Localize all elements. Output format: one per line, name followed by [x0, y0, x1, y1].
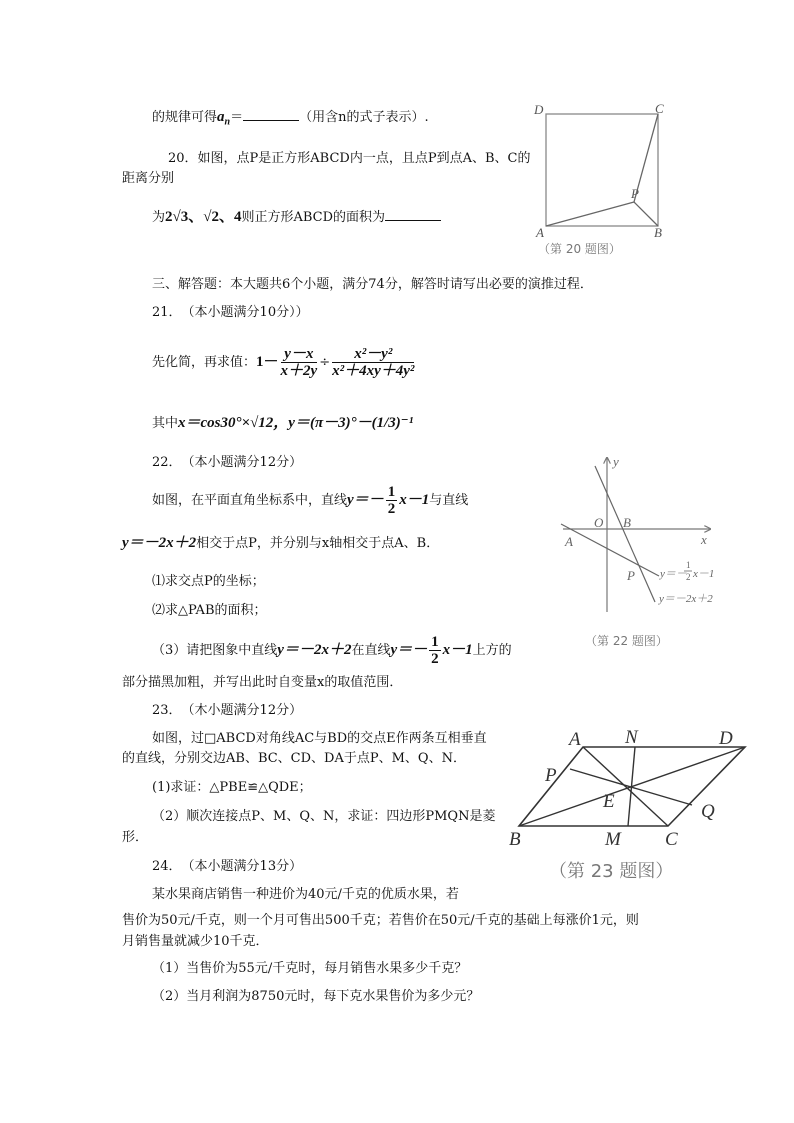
- q22-sub3-prefix: （3）请把图象中直线: [152, 643, 278, 658]
- q23-sub1: (1)求证：△PBE≌△QDE；: [152, 780, 312, 795]
- q22-label-x: x: [701, 532, 707, 547]
- q19-tail-line: [152, 108, 429, 132]
- q22-half-fraction: [386, 484, 398, 517]
- q21-values: x＝cos30°×√12，y＝(π－3)°－(1/3)⁻¹: [178, 415, 414, 431]
- q21-values-line: [152, 414, 413, 433]
- q19-suffix: （用含n的式子表示）.: [299, 110, 429, 125]
- q22-line2: [122, 534, 439, 553]
- q24-sub1: （1）当售价为55元/千克时，每月销售水果多少千克？: [152, 961, 468, 976]
- q20-distances: 2√3、√2、4: [165, 209, 242, 225]
- q22-line1-math-b: x－1: [399, 492, 430, 508]
- q23-sub2-line2: 形．: [122, 830, 149, 845]
- q19-sub: n: [224, 116, 231, 128]
- q20-caption: （第 20 题图）: [538, 242, 621, 256]
- q19-eq: ＝: [230, 110, 244, 125]
- q22-half-numerator: 1: [387, 484, 396, 500]
- q22-label-b: B: [623, 515, 631, 530]
- q24-line3: 月销售量就减少10千克．: [122, 934, 269, 949]
- q23-label-b: B: [509, 829, 521, 850]
- q22-sub3-half-denominator: 2: [431, 651, 439, 667]
- q20-figure: [530, 98, 680, 260]
- q20-line1: 20．如图，点P是正方形ABCD内一点，且点P到点A、B、C的: [168, 151, 531, 166]
- q22-line1: [152, 482, 468, 519]
- q20-label-a: A: [536, 225, 544, 240]
- q21-frac2-denominator: x²＋4xy＋4y²: [332, 363, 415, 379]
- q23-figure: [505, 725, 750, 885]
- q22-caption: （第 22 题图）: [585, 634, 668, 648]
- q23-line1: 如图，过□ABCD对角线AC与BD的交点E作两条互相垂直: [152, 731, 487, 746]
- q22-line1-label-b: x－1: [693, 568, 715, 580]
- q22-sub3: [152, 632, 512, 669]
- q23-label-p: P: [545, 765, 557, 786]
- q21-fraction-2: [332, 346, 414, 379]
- q22-label-p: P: [627, 568, 635, 583]
- q22-line-neg2x: [595, 466, 655, 602]
- q22-sub3-line2: 部分描黑加粗，并写出此时自变量x的取值范围．: [122, 675, 403, 690]
- q22-sub3-half-numerator: 1: [431, 634, 439, 650]
- q20-segment-pa: [546, 202, 634, 226]
- q23-line2: 的直线，分别交边AB、BC、CD、DA于点P、M、Q、N．: [122, 751, 466, 766]
- q23-label-d: D: [719, 728, 733, 749]
- q22-line1-math-a: y＝－: [347, 492, 384, 508]
- q24-header: 24． （本小题满分13分）: [152, 859, 303, 874]
- q22-label-o: O: [594, 515, 604, 530]
- q20-label-b: B: [654, 225, 662, 240]
- q22-sub3-math1: y＝－2x＋2: [277, 642, 352, 658]
- q22-sub3-math2a: y＝－: [390, 642, 428, 658]
- q22-sub2: ⑵求△PAB的面积；: [152, 603, 267, 618]
- q24-line2: 售价为50元/千克，则一个月可售出500千克；若售价在50元/千克的基础上每涨价1元，则: [122, 913, 639, 928]
- q22-sub3-half: [429, 634, 441, 667]
- section3-heading: 三、解答题：本大题共6个小题，满分74分，解答时请写出必要的演推过程．: [152, 277, 593, 292]
- q19-prefix: 的规律可得: [152, 110, 218, 125]
- q23-label-n: N: [625, 727, 638, 748]
- q22-sub1: ⑴求交点P的坐标；: [152, 574, 265, 589]
- q20-answer-blank[interactable]: [385, 208, 441, 221]
- q21-one-minus: 1－: [256, 354, 279, 370]
- q21-fraction-1: [281, 346, 318, 379]
- q21-expression-line: [152, 342, 416, 383]
- q23-label-e: E: [603, 791, 615, 812]
- q22-label-y: y: [613, 454, 619, 469]
- q22-line2-math: y＝－2x＋2: [122, 535, 197, 551]
- q21-divide: ÷: [319, 355, 331, 370]
- q21-frac1-numerator: y－x: [281, 346, 318, 363]
- q20-label-c: C: [655, 101, 664, 116]
- q22-line2-suffix: 相交于点P，并分别与x轴相交于点A、B．: [196, 536, 440, 551]
- q21-frac2-numerator: x²－y²: [332, 346, 414, 363]
- q23-sub2: （2）顺次连接点P、M、Q、N，求证：四边形PMQN是菱: [152, 809, 496, 824]
- q22-figure: [555, 452, 725, 652]
- q22-header: 22． （本小题满分12分）: [152, 455, 303, 470]
- q21-header: 21． （本小题满分10分））: [152, 305, 309, 320]
- q20-label-d: D: [534, 102, 544, 117]
- q20-line3-suffix: 则正方形ABCD的面积为: [241, 210, 386, 225]
- q22-line2-label: y＝－2x＋2: [659, 593, 713, 605]
- q22-line1-prefix: 如图，在平面直角坐标系中，直线: [152, 493, 348, 508]
- q22-half-denominator: 2: [387, 501, 396, 517]
- q19-var: a: [217, 109, 225, 125]
- q23-diagonal-ac: [583, 747, 668, 826]
- q22-sub3-math2b: x－1: [442, 642, 473, 658]
- q21-frac1-denominator: x＋2y: [280, 363, 318, 379]
- q20-segment-pb: [634, 202, 658, 226]
- q22-sub3-suffix: 上方的: [472, 643, 512, 658]
- q22-label-a: A: [565, 534, 573, 549]
- q22-line1-label-num: 1: [686, 560, 691, 570]
- q20-line3-prefix: 为: [152, 210, 166, 225]
- q23-label-c: C: [665, 829, 678, 850]
- q22-line1-suffix: 与直线: [429, 493, 469, 508]
- q22-line1-label-den: 2: [686, 572, 691, 582]
- q20-line2: 距离分别: [122, 171, 175, 186]
- q21-prefix: 先化简，再求值：: [152, 355, 257, 370]
- q23-label-a: A: [569, 729, 581, 750]
- q19-answer-blank[interactable]: [243, 108, 299, 121]
- q21-where: 其中: [152, 416, 179, 431]
- q22-line-half: [561, 524, 659, 576]
- q20-label-p: P: [631, 186, 639, 201]
- q23-header: 23． （木小题满分12分）: [152, 703, 303, 718]
- q23-label-q: Q: [701, 801, 715, 822]
- q22-line1-label-a: y＝－: [660, 568, 687, 580]
- q23-caption: （第 23 题图）: [549, 861, 674, 882]
- q24-line1: 某水果商店销售一种进价为40元/千克的优质水果，若: [152, 887, 459, 902]
- q22-sub3-mid: 在直线: [351, 643, 391, 658]
- q23-label-m: M: [605, 829, 621, 850]
- q20-line3: [152, 208, 441, 227]
- q24-sub2: （2）当月利润为8750元时，每下克水果售价为多少元？: [152, 989, 480, 1004]
